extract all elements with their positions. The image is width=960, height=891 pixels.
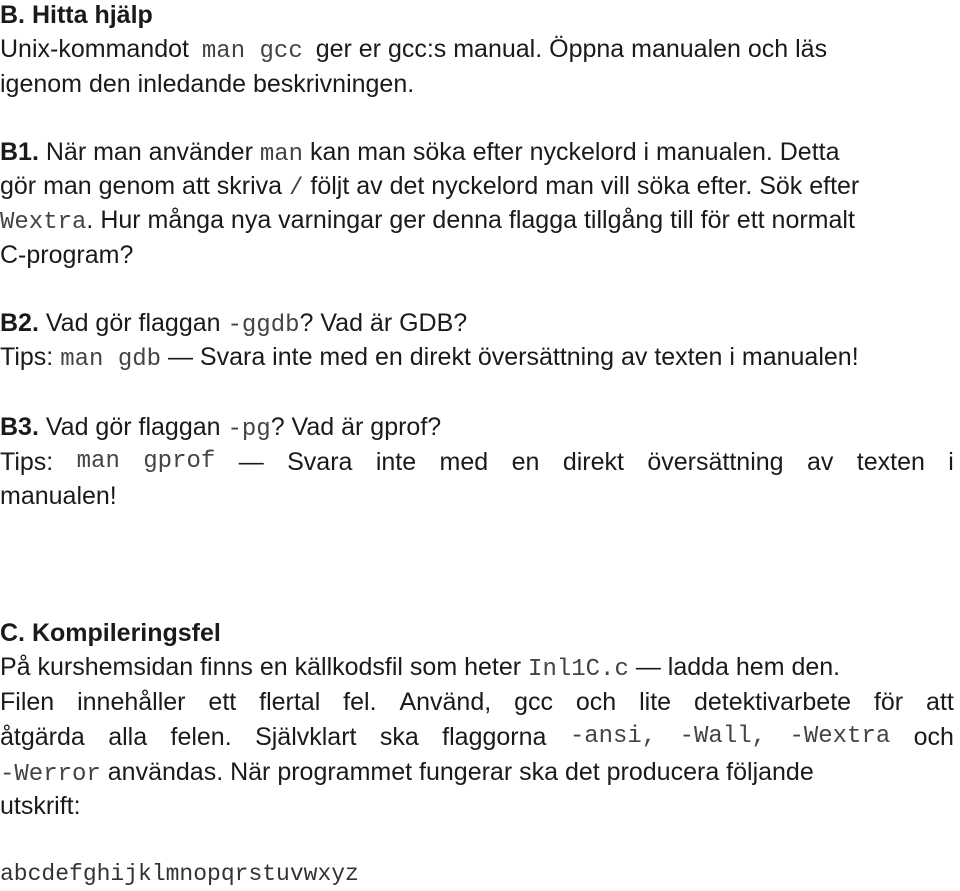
text: och: [913, 723, 954, 751]
text: kan man söka efter nyckelord i manualen. Detta: [310, 138, 840, 166]
text: detektivarbete: [694, 688, 852, 716]
text: Vad gör flaggan: [45, 309, 221, 337]
text: med: [439, 448, 489, 476]
section-c-heading: C. Kompileringsfel: [0, 619, 221, 647]
text: felen.: [170, 723, 232, 751]
text: följt av det nyckelord man vill söka efter. Sök efter: [310, 172, 860, 200]
program-output: abcdefghijklmnopqrstuvwxyz: [0, 861, 359, 887]
b3-line-1: [0, 410, 441, 447]
text: översättning: [647, 448, 784, 476]
slash-key: /: [289, 175, 304, 202]
text: för: [873, 688, 904, 716]
intro-line-2: igenom den inledande beskrivningen.: [0, 70, 415, 98]
b2-label: B2.: [0, 309, 39, 337]
command-man: man: [76, 448, 120, 475]
text: att: [926, 688, 954, 716]
intro-line-1: [0, 32, 827, 69]
text: Använd,: [399, 688, 492, 716]
command-gprof: gprof: [143, 448, 216, 475]
b1-line-2: [0, 169, 859, 206]
text: På kurshemsidan finns en källkodsfil som heter: [0, 653, 522, 681]
text: Självklart: [255, 723, 357, 751]
text: texten: [856, 448, 925, 476]
c-line-4: [0, 755, 814, 792]
text: ska: [379, 723, 419, 751]
text: innehåller: [77, 688, 186, 716]
text: inte: [375, 448, 417, 476]
c-line-3: [0, 720, 954, 754]
text: fel.: [343, 688, 377, 716]
b3-line-3: manualen!: [0, 482, 117, 510]
source-file-name: Inl1C.c: [528, 656, 629, 683]
command-man-gdb: man gdb: [60, 346, 162, 373]
c-line-2: [0, 685, 954, 719]
c-line-5: utskrift:: [0, 792, 81, 820]
b1-line-1: [0, 135, 840, 172]
flag-wextra: Wextra: [0, 209, 87, 236]
command-man: man: [259, 141, 304, 168]
section-b-heading: B. Hitta hjälp: [0, 1, 153, 29]
flag-ansi: -ansi,: [569, 723, 657, 750]
text: användas. När programmet fungerar ska det producera följande: [107, 758, 814, 786]
flag-ggdb: -ggdb: [227, 312, 300, 339]
text: Vad gör flaggan: [45, 413, 221, 441]
text: ? Vad är GDB?: [299, 309, 468, 337]
b1-line-3: [0, 203, 855, 240]
text: gör man genom att skriva: [0, 172, 283, 200]
text: ger er gcc:s manual. Öppna manualen och läs: [315, 35, 828, 63]
text: När man använder: [45, 138, 253, 166]
b2-line-2: [0, 340, 859, 377]
flag-wall: -Wall,: [679, 723, 767, 750]
text: Unix-kommandot: [0, 35, 189, 63]
b3-label: B3.: [0, 413, 39, 441]
b2-line-1: [0, 306, 467, 343]
c-line-1: [0, 650, 840, 687]
tips-label: Tips:: [0, 448, 54, 476]
text: gcc: [514, 688, 553, 716]
text: lite: [639, 688, 672, 716]
text: direkt: [562, 448, 624, 476]
flag-werror: -Werror: [0, 761, 101, 788]
text: Svara: [287, 448, 353, 476]
text: en: [511, 448, 540, 476]
text: och: [575, 688, 617, 716]
text: i: [948, 448, 954, 476]
text: av: [806, 448, 834, 476]
text: — ladda hem den.: [635, 653, 841, 681]
tips-label: Tips:: [0, 343, 54, 371]
text: alla: [108, 723, 148, 751]
command-man-gcc: man gcc: [201, 38, 303, 65]
flag-wextra: -Wextra: [789, 723, 891, 750]
b1-label: B1.: [0, 138, 39, 166]
text: ? Vad är gprof?: [270, 413, 442, 441]
text: flaggorna: [442, 723, 547, 751]
text: Filen: [0, 688, 55, 716]
text: —: [238, 448, 264, 476]
text: ett: [208, 688, 237, 716]
b3-line-2: [0, 445, 954, 479]
text: flertal: [259, 688, 321, 716]
flag-pg: -pg: [227, 416, 271, 443]
text: åtgärda: [0, 723, 85, 751]
text: . Hur många nya varningar ger denna flagga tillgång till för ett normalt: [86, 206, 855, 234]
b1-line-4: C-program?: [0, 241, 134, 269]
text: — Svara inte med en direkt översättning av texten i manualen!: [167, 343, 859, 371]
